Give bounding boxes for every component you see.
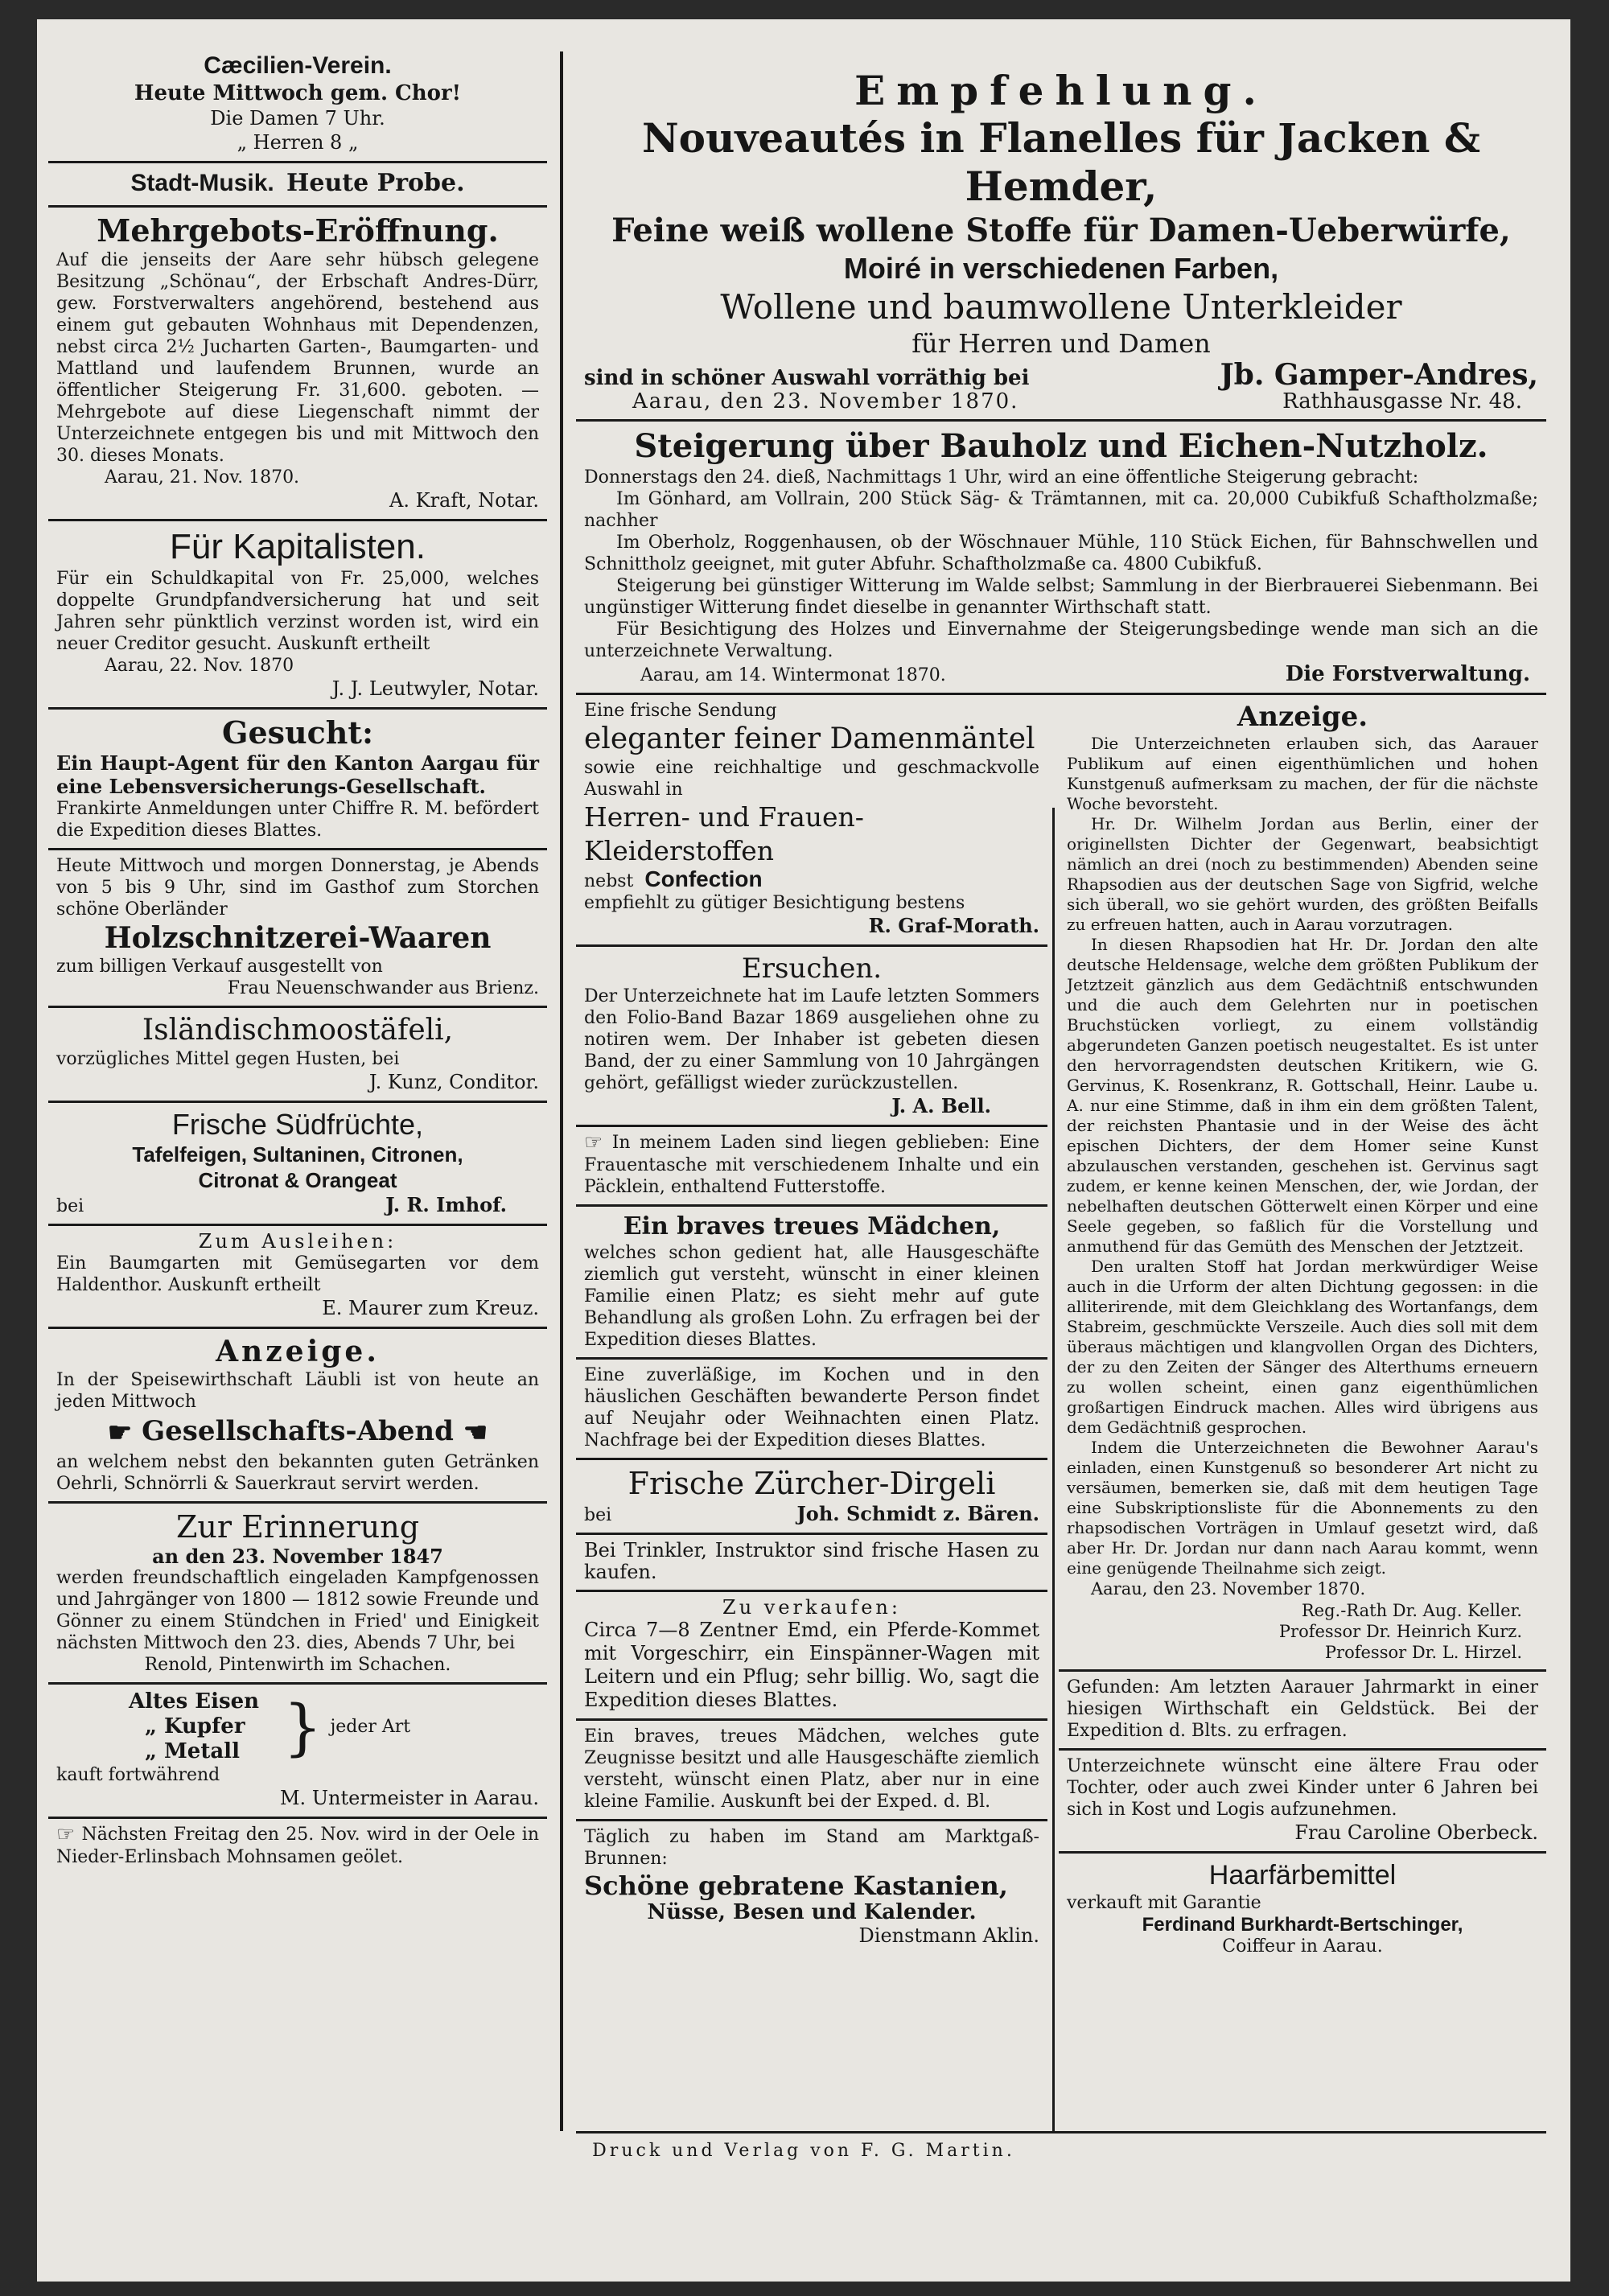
ad-body: Ein Haupt-Agent für den Kanton Aargau für eine Lebensversicherungs-Gesellschaft. xyxy=(56,751,539,798)
ad-line: Heute Probe. xyxy=(286,169,465,197)
ad-moostaefeli xyxy=(48,1008,547,1103)
ad-body: Im Oberholz, Roggenhausen, ob der Wöschnauer Mühle, 110 Stück Eichen, für Bahnschwellen und Schnittholz geeignet, mit guter Abfuhr. Schaftholzmaße ca. 4800 Cubikfuß. xyxy=(584,533,1538,574)
ad-date: Aarau, den 23. November 1870. xyxy=(1091,1579,1366,1599)
ad-line: zum billigen Verkauf ausgestellt von xyxy=(56,957,383,977)
ad-body: Für Besichtigung des Holzes und Einvernahme der Steigerungsbedinge wende man sich an die unterzeichnete Verwaltung. xyxy=(584,619,1538,661)
ad-line: jeder Art xyxy=(330,1717,411,1737)
ad-anzeige-laeubli xyxy=(48,1329,547,1504)
ad-subtitle: an den 23. November 1847 xyxy=(152,1545,443,1568)
ad-title: Schöne gebratene Kastanien, xyxy=(584,1870,1008,1901)
ad-signature: E. Maurer zum Kreuz. xyxy=(322,1297,539,1319)
ad-line: Tafelfeigen, Sultaninen, Citronen, xyxy=(132,1142,463,1167)
ad-line: nebst xyxy=(584,871,634,891)
ad-title: Für Kapitalisten. xyxy=(170,527,426,566)
ad-suedfruechte xyxy=(48,1103,547,1226)
ad-body: Circa 7—8 Zentner Emd, ein Pferde-Kommet mit Vorgeschirr, ein Einspänner-Wagen mit Leitern und ein Pflug; sehr billig. Wo, sagt die Expedition dieses Blattes. xyxy=(584,1618,1039,1711)
ad-body: Den uralten Stoff hat Jordan merkwürdiger Weise auch in die Urform der alten Dichtung gegossen: in die alliterirende, mit dem Gleichklang des Wortanfangs, dem Stabreim, geschmückte Verszeile. Auch dies soll mit dem überaus mächtigen und klangvollen Organ des Dichters, der zu den Zeiten der Sänger des Alterthums erneuern zu wollen scheint, einen ganz eigenthümlichen großartigen Eindruck machen. Alles wird übrigens aus dem Gedächtniß gesprochen. xyxy=(1067,1257,1538,1437)
ad-mehrgebot xyxy=(48,208,547,521)
ad-title: eleganter feiner Damenmäntel xyxy=(584,722,1035,755)
ad-title: Gesucht: xyxy=(222,714,373,751)
brace-icon: } xyxy=(283,1690,323,1763)
ad-line: Feine weiß wollene Stoffe für Damen-Ueberwürfe, xyxy=(611,212,1511,249)
ad-ausleihen xyxy=(48,1226,547,1329)
ad-mohnsamen xyxy=(48,1819,547,1874)
ad-signature: J. A. Bell. xyxy=(891,1094,991,1117)
ad-line: empfiehlt zu gütiger Besichtigung bestens xyxy=(584,893,965,913)
imprint-footer: Druck und Verlag von F. G. Martin. xyxy=(592,2141,1015,2161)
ad-body: Indem die Unterzeichneten die Bewohner Aarau's einladen, einen Kunstgenuß so besonderer Art nicht zu versäumen, bemerken sie, daß mit dem heutigen Tage eine Subskriptionsliste für die Abonnements zu den rhapsodischen Vorträgen in Umlauf gesetzt wird, daß aber Hr. Dr. Jordan nur dann nach Aarau kommt, wenn eine genügende Theilnahme sich zeigt. xyxy=(1067,1438,1538,1578)
ad-title: Mehrgebots-Eröffnung. xyxy=(97,212,499,249)
ad-line: Heute Mittwoch gem. Chor! xyxy=(134,81,462,105)
ad-signature: A. Kraft, Notar. xyxy=(389,489,539,512)
ad-caecilien xyxy=(48,51,547,163)
ad-signature: J. R. Imhof. xyxy=(385,1193,507,1216)
ad-signature: Reg.-Rath Dr. Aug. Keller. xyxy=(1301,1601,1522,1620)
ad-title: Anzeige. xyxy=(216,1335,380,1368)
ad-line: Citronat & Orangeat xyxy=(198,1168,397,1192)
ad-line: Die Damen 7 Uhr. xyxy=(210,107,385,130)
ad-line: Moiré in verschiedenen Farben, xyxy=(843,252,1279,285)
ad-maedchen xyxy=(576,1207,1047,1360)
ad-body: Eine zuverläßige, im Kochen und in den häuslichen Geschäften bewanderte Person findet auf Neujahr oder Weihnachten einen Platz. Nachfrage bei der Expedition dieses Blattes. xyxy=(584,1364,1039,1450)
ad-haarfaerbemittel xyxy=(1059,1854,1546,1964)
newspaper-page xyxy=(37,19,1570,2282)
ad-body: Ein Baumgarten mit Gemüsegarten vor dem Haldenthor. Auskunft ertheilt xyxy=(56,1253,539,1295)
ad-line: Eine frische Sendung xyxy=(584,701,777,721)
ad-empfehlung xyxy=(576,51,1546,422)
ad-signature: Dienstmann Aklin. xyxy=(858,1924,1039,1947)
pointing-hand-icon: ☞ xyxy=(56,1822,76,1847)
ad-body: Auf die jenseits der Aare sehr hübsch gelegene Besitzung „Schönau“, der Erbschaft Andres-Dürr, gew. Forstverwalters angehörend, bestehend aus einem gut gebauten Wohnhaus mit Dependenzen, nebst circa 2½ Jucharten Garten-, Baumgarten- und Mattland und laufendem Brunnen, wurde an öffentlicher Steigerung Fr. 31,600. geboten. — Mehrgebote auf diese Liegenschaft nimmt der Unterzeichnete entgegen bis und mit Mittwoch den 30. dieses Monats. xyxy=(56,250,539,466)
ad-dirgeli xyxy=(576,1460,1047,1535)
ad-line: Nouveautés in Flanelles für Jacken & Hemder, xyxy=(641,114,1481,210)
ad-date: Aarau, 21. Nov. 1870. xyxy=(105,467,300,488)
ad-body: Im Gönhard, am Vollrain, 200 Stück Säg- & Trämtannen, mit ca. 20,000 Cubikfuß Schaftholzmaße; nachher xyxy=(584,489,1538,531)
ad-line: bei xyxy=(584,1504,612,1525)
ad-steigerung xyxy=(576,422,1546,695)
ad-line: Frau Neuenschwander aus Brienz. xyxy=(227,978,539,998)
ad-line: Confection xyxy=(644,866,763,891)
ad-title: Zur Erinnerung xyxy=(175,1509,420,1545)
ad-signature: Professor Dr. Heinrich Kurz. xyxy=(1278,1622,1522,1641)
ad-jordan xyxy=(1059,695,1546,1672)
ad-kastanien xyxy=(576,1821,1047,1954)
ad-line: bei xyxy=(56,1196,84,1216)
ad-title: Ersuchen. xyxy=(741,953,883,985)
ad-title: Steigerung über Bauholz und Eichen-Nutzholz. xyxy=(634,427,1488,465)
ad-signature: M. Untermeister in Aarau. xyxy=(279,1787,539,1809)
ad-title: Gesellschafts-Abend xyxy=(142,1415,454,1447)
ad-body: In der Speisewirthschaft Läubli ist von heute an jeden Mittwoch xyxy=(56,1370,539,1412)
right-column xyxy=(576,51,1546,1992)
ad-body: Die Unterzeichneten erlauben sich, das Aarauer Publikum auf einen eigenthümlichen und hohen Kunstgenuß aufmerksam zu machen, der für die nächste Woche bevorsteht. xyxy=(1067,734,1538,813)
ad-braves-maedchen xyxy=(576,1721,1047,1821)
ad-stadtmusik xyxy=(48,163,547,208)
ad-body-wrap xyxy=(56,1824,539,1868)
ad-title: Ein braves treues Mädchen, xyxy=(623,1212,1001,1241)
ad-gesucht xyxy=(48,710,547,850)
ad-line: vorzügliches Mittel gegen Husten, bei xyxy=(56,1049,400,1069)
ad-title: Haarfärbemittel xyxy=(1208,1860,1397,1891)
ad-title: Holzschnitzerei-Waaren xyxy=(104,921,492,955)
ad-erinnerung xyxy=(48,1504,547,1685)
ad-damenmaentel xyxy=(576,695,1047,947)
ad-body: Der Unterzeichnete hat im Laufe letzten Sommers den Folio-Band Bazar 1869 ausgeliehen ohne zu notiren wem. Der Inhaber ist gebeten diesen Band, der zu einer Sammlung von 10 Jahrgängen gehört, gefälligst wieder zurückzustellen. xyxy=(584,986,1039,1093)
ad-signature: Joh. Schmidt z. Bären. xyxy=(796,1501,1039,1525)
ad-line: für Herren und Damen xyxy=(911,328,1211,359)
ad-gefunden xyxy=(1059,1672,1546,1751)
middle-subcolumn xyxy=(576,695,1047,1954)
ad-line: kauft fortwährend xyxy=(56,1765,220,1785)
ad-line: „ Kupfer xyxy=(145,1714,245,1738)
ad-title: Cæcilien-Verein. xyxy=(204,52,392,79)
ad-body: welches schon gedient hat, alle Hausgeschäfte ziemlich gut versteht, wünscht in einer kleinen Familie einen Platz; es sieht mehr auf gute Behandlung als großen Lohn. Zu erfragen bei der Expedition dieses Blattes. xyxy=(584,1242,1039,1350)
ad-body: an welchem nebst den bekannten guten Getränken Oehrli, Schnörrli & Sauerkraut servirt werden. xyxy=(56,1452,539,1494)
ad-line: Täglich zu haben im Stand am Marktgaß-Brunnen: xyxy=(584,1826,1039,1869)
ad-line: „ Metall xyxy=(145,1739,240,1763)
ad-body: Hr. Dr. Wilhelm Jordan aus Berlin, einer der originellsten Dichter der Gegenwart, beabsichtigt nämlich an drei (noch zu bestimmenden) Abenden seine Rhapsodien aus der deutschen Sage von Sigfrid, welche sich überall, wo sie gehört wurden, des größten Beifalls zu erfreuen hatten, auch in Aarau vorzutragen. xyxy=(1067,814,1538,934)
left-column xyxy=(48,51,547,1874)
ad-signature: J. J. Leutwyler, Notar. xyxy=(331,677,539,700)
ad-title: Empfehlung. xyxy=(854,67,1268,114)
right-subcolumn xyxy=(1059,695,1546,1964)
ad-body: Für ein Schuldkapital von Fr. 25,000, welches doppelte Grundpfandversicherung hat und seit Jahren sehr pünktlich verzinst worden ist, wird ein neuer Creditor gesucht. Auskunft ertheilt xyxy=(56,569,539,654)
ad-line: Herren- und Frauen-Kleiderstoffen xyxy=(584,801,864,866)
ad-date: Aarau, den 23. November 1870. xyxy=(632,389,1019,414)
ad-signature: Frau Caroline Oberbeck. xyxy=(1294,1821,1538,1844)
ad-signature: J. Kunz, Conditor. xyxy=(368,1071,539,1093)
ad-title: Zu verkaufen: xyxy=(722,1595,901,1619)
ad-signature: R. Graf-Morath. xyxy=(868,914,1039,937)
ad-line: sind in schöner Auswahl vorräthig bei xyxy=(584,366,1030,390)
ad-signature: Die Forstverwaltung. xyxy=(1285,662,1530,686)
ad-body: sowie eine reichhaltige und geschmackvolle Auswahl in xyxy=(584,758,1039,800)
ad-body: Bei Trinkler, Instruktor sind frische Hasen zu kaufen. xyxy=(584,1538,1039,1583)
ad-holzschnitzerei xyxy=(48,850,547,1008)
bottom-rule xyxy=(576,2131,1546,2133)
ad-body: Donnerstags den 24. dieß, Nachmittags 1 Uhr, wird an eine öffentliche Steigerung gebracht: xyxy=(584,467,1419,488)
ad-line: verkauft mit Garantie xyxy=(1067,1893,1261,1913)
ad-body: Steigerung bei günstiger Witterung im Walde selbst; Sammlung in der Bierbrauerei Siebenmann. Bei ungünstiger Witterung findet dieselbe in genannter Wirthschaft statt. xyxy=(584,576,1538,618)
ad-body: Ein braves, treues Mädchen, welches gute Zeugnisse besitzt und alle Hausgeschäfte ziemlich versteht, wünscht einen Platz, aber nur in eine kleine Familie. Auskunft bei der Exped. d. Bl. xyxy=(584,1726,1039,1812)
ad-ersuchen xyxy=(576,947,1047,1127)
ad-eisen xyxy=(48,1685,547,1819)
pointing-hand-icon: ☚ xyxy=(463,1417,488,1449)
ad-hasen xyxy=(576,1535,1047,1592)
ad-body: Gefunden: Am letzten Aarauer Jahrmarkt in einer hiesigen Wirthschaft ein Geldstück. Bei der Expedition d. Blts. zu erfragen. xyxy=(1067,1677,1538,1741)
ad-title: Anzeige. xyxy=(1237,701,1368,733)
pointing-hand-icon: ☞ xyxy=(584,1130,603,1155)
ad-line: „ Herren 8 „ xyxy=(237,131,359,154)
ad-banner xyxy=(56,1414,539,1450)
ad-signature: Professor Dr. L. Hirzel. xyxy=(1324,1643,1522,1662)
ad-line: Coiffeur in Aarau. xyxy=(1222,1936,1383,1957)
ad-body: Nächsten Freitag den 25. Nov. wird in der Oele in Nieder-Erlinsbach Mohnsamen geölet. xyxy=(56,1825,539,1867)
ad-title: Frische Südfrüchte, xyxy=(171,1108,424,1141)
ad-title: Frische Zürcher-Dirgeli xyxy=(628,1465,996,1501)
ad-line: Altes Eisen xyxy=(129,1689,260,1714)
ad-line: Nüsse, Besen und Kalender. xyxy=(647,1899,977,1924)
ad-body: Frankirte Anmeldungen unter Chiffre R. M. befördert die Expedition dieses Blattes. xyxy=(56,799,539,841)
ad-kost-logis xyxy=(1059,1751,1546,1854)
ad-signature: Renold, Pintenwirth im Schachen. xyxy=(144,1655,451,1675)
ad-body: Heute Mittwoch und morgen Donnerstag, je Abends von 5 bis 9 Uhr, sind im Gasthof zum Storchen schöne Oberländer xyxy=(56,856,539,920)
ad-line: Rathhausgasse Nr. 48. xyxy=(1282,389,1522,414)
ad-date: Aarau, 22. Nov. 1870 xyxy=(105,656,294,676)
column-rule xyxy=(560,51,563,2131)
ad-line: Wollene und baumwollene Unterkleider xyxy=(720,287,1402,327)
ad-verkaufen xyxy=(576,1592,1047,1721)
ad-date: Aarau, am 14. Wintermonat 1870. xyxy=(640,665,946,685)
ad-title: Stadt-Musik. xyxy=(130,170,274,196)
ad-body: werden freundschaftlich eingeladen Kampfgenossen und Jahrgänger von 1800 — 1812 sowie Freunde und Gönner zu einem Stündchen in Fried' und Einigkeit nächsten Mittwoch den 23. dies, Abends 7 Uhr, bei xyxy=(56,1568,539,1653)
ad-laden xyxy=(576,1127,1047,1207)
ad-line: Ferdinand Burkhardt-Bertschinger, xyxy=(1142,1914,1463,1936)
ad-person xyxy=(576,1360,1047,1460)
ad-body: Unterzeichnete wünscht eine ältere Frau oder Tochter, oder auch zwei Kinder unter 6 Jahren bei sich in Kost und Logis aufzunehmen. xyxy=(1067,1756,1538,1820)
ad-title: Zum Ausleihen: xyxy=(198,1230,397,1253)
ad-signature: Jb. Gamper-Andres, xyxy=(1220,358,1538,392)
lower-area xyxy=(576,695,1546,1992)
ad-kapitalisten xyxy=(48,521,547,710)
ad-body: In diesen Rhapsodien hat Hr. Dr. Jordan den alte deutsche Heldensage, welche dem größten Publikum der Jetztzeit gänzlich aus dem Gedächtniß entschwunden und die auch dem Gelehrten nur in poetischen Bruchstücken vorliegt, zu einem vollständig abgerundeten Ganzen poetisch neugestaltet. Es ist unter den hervorragendsten deutschen Kritikern, wie G. Gervinus, K. Rosenkranz, R. Gottschall, Heinr. Laube u. A. nur eine Stimme, daß in ihm ein dem größten Talent, der reichsten Phantasie und in der Weise des ächt epischen Dichters, der dem Homer seine Kunst abzulauschen verstanden, geschehen ist. Gervinus sagt zudem, er kenne keinen Menschen, der, wie Jordan, der nebelhaften deutschen Götterwelt einen Körper und eine Seele gegeben, so faßlich für die Vorstellung und anmuthend für das Gemüth des Menschen der Jetztzeit. xyxy=(1067,935,1538,1256)
ad-title: Isländischmoostäfeli, xyxy=(142,1014,454,1047)
pointing-hand-icon: ☛ xyxy=(107,1417,133,1449)
ad-body: In meinem Laden sind liegen geblieben: Eine Frauentasche mit verschiedenem Inhalte und ein Päcklein, enthaltend Futterstoffe. xyxy=(584,1133,1040,1197)
